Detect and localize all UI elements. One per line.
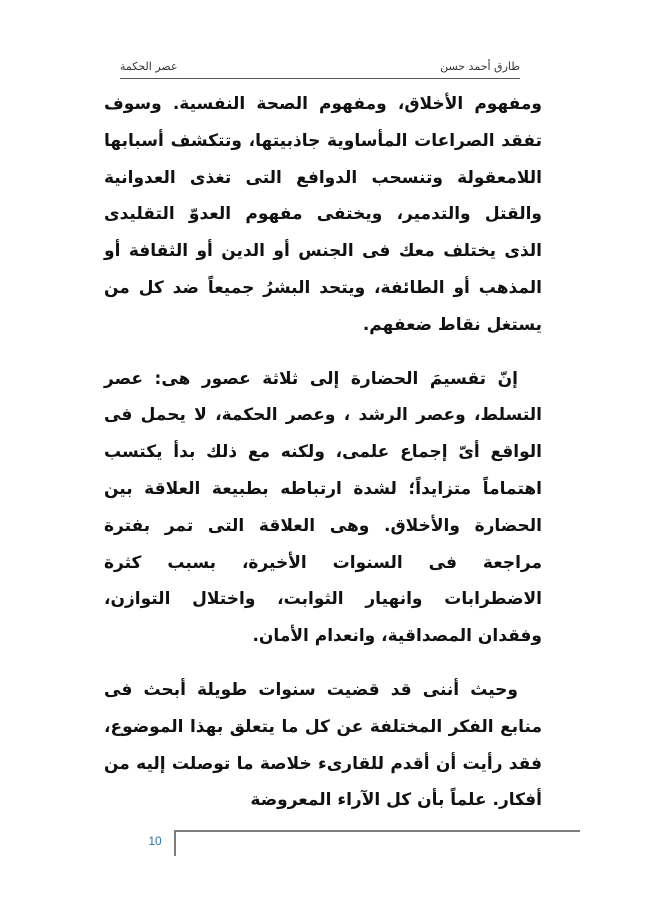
header-book-title: عصر الحكمة [120,60,178,73]
paragraph-1: ومفهوم الأخلاق، ومفهوم الصحة النفسية. وسوف تفقد الصراعات المأساوية جاذبيتها، وتتكشف أسبابها اللامعقولة وتنسحب الدوافع التى تغذى العدوانية والقتل والتدمير، ويختفى مفهوم العدوّ التقليدى الذى يختلف معك فى الجنس أو الدين أو الثقافة أو المذهب أو الطائفة، ويتحد البشرُ جميعاً ضد كل من يستغل نقاط ضعفهم. [104,94,542,335]
paragraph-2: إنّ تقسيمَ الحضارة إلى ثلاثة عصور هى: عصر التسلط، وعصر الرشد ، وعصر الحكمة، لا يحمل فى الواقع أىّ إجماع علمى، ولكنه مع ذلك بدأ يكتسب اهتماماً متزايداً؛ لشدة ارتباطه بطبيعة العلاقة بين الحضارة والأخلاق. وهى العلاقة التى تمر بفترة مراجعة فى السنوات الأخيرة، بسبب كثرة الاضطرابات وانهيار الثوابت، واختلال التوازن، وفقدان المصداقية، وانعدام الأمان. [104,368,542,647]
footer-rule [176,830,580,832]
paragraph-3: وحيث أننى قد قضيت سنوات طويلة أبحث فى منابع الفكر المختلفة عن كل ما يتعلق بهذا الموضوع، فقد رأيت أن أقدم للقارىء خلاصة ما توصلت إليه من أفكار. علماً بأن كل الآراء المعروضة [104,679,542,811]
page-number: 10 [148,834,162,848]
running-header [120,60,520,84]
header-author: طارق أحمد حسن [440,60,520,73]
header-rule [120,78,520,79]
page-body [104,86,542,819]
footer-divider [174,830,176,856]
